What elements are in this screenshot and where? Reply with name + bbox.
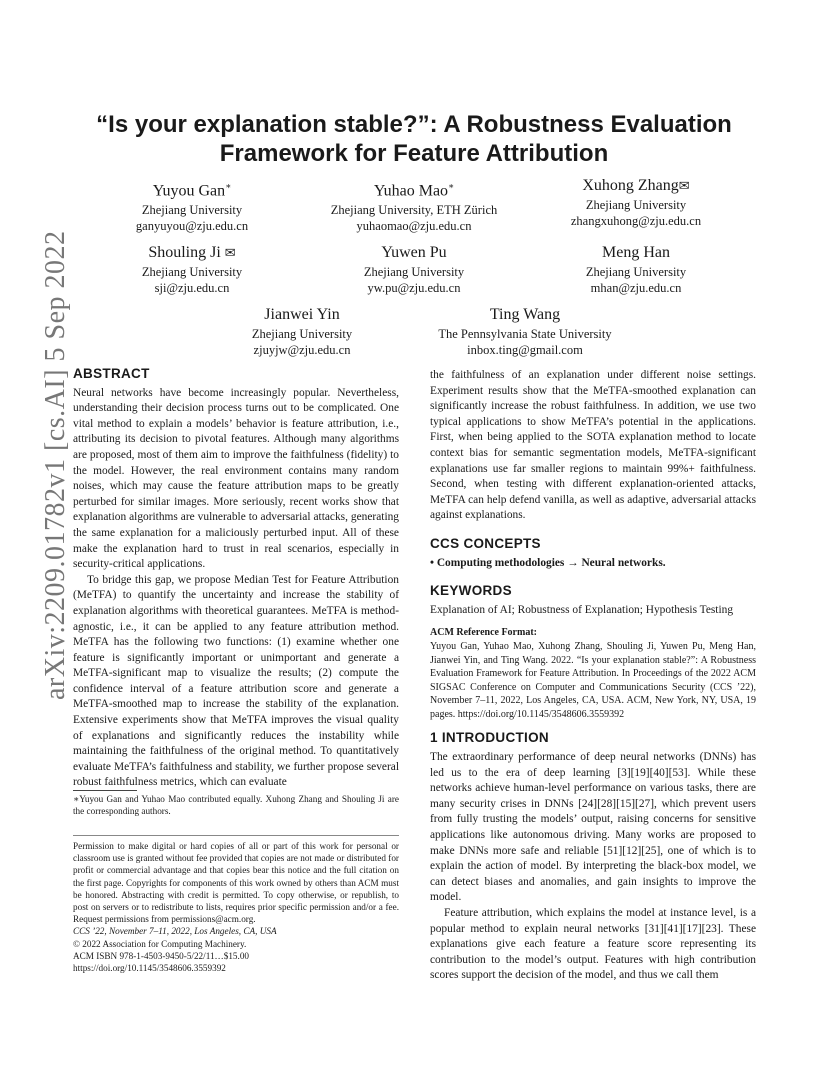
author-email: ganyuyou@zju.edu.cn — [135, 219, 249, 234]
arxiv-sidebar: arXiv:2209.01782v1 [cs.AI] 5 Sep 2022 — [40, 230, 71, 700]
isbn-line: ACM ISBN 978-1-4503-9450-5/22/11…$15.00 — [73, 950, 250, 961]
author-name: Meng Han — [602, 244, 670, 261]
author-name: Shouling Ji — [148, 244, 221, 261]
author-email: yw.pu@zju.edu.cn — [367, 281, 461, 295]
envelope-icon: ✉ — [678, 178, 690, 193]
permission-rule — [73, 835, 399, 836]
introduction-paragraph-2: Feature attribution, which explains the model at instance level, is a popular method to explain neural networks [31][41][17][23]. These explanations give each feature a feature score representing its contribution to the model’s output. Features with high contribution scores support the decision of the model, and thus we call them — [430, 907, 756, 982]
author-block — [72, 176, 312, 234]
author-email: yuhaomao@zju.edu.cn — [356, 219, 472, 234]
permission-block — [73, 840, 399, 974]
author-block — [405, 305, 645, 358]
acm-reference-heading: ACM Reference Format: — [430, 627, 537, 639]
ccs-text: • Computing methodologies → Neural networks. — [430, 556, 666, 569]
introduction-paragraph-1: The extraordinary performance of deep neural networks (DNNs) has led us to the era of deep learning [3][19][40][53]. While these networks achieve human-level performance on various tasks, there are many security crises in DNNs [24][28][15][27], which prevent users from fully trusting the models’ output, raising concerns for sensitive applications like autonomous driving. Many works are proposed to make DNNs more safe and reliable [51][12][25], one of which is to explain the action of model. By interpreting the black-box model, we can detect biases and anomalies, and gain insights to improve the model. — [430, 751, 756, 904]
author-name: Yuwen Pu — [381, 244, 447, 261]
doi-line: https://doi.org/10.1145/3548606.3559392 — [73, 963, 226, 974]
author-mark: ∗ — [225, 181, 232, 191]
acm-reference — [430, 626, 756, 721]
footnote-rule — [73, 790, 137, 791]
abstract-paragraph-1: Neural networks have become increasingly popular. Nevertheless, understanding their decision process turns out to be complicated. One vital method to explain a models’ behavior is feature attribution, i.e., attributing its decision to pivotal features. Although many algorithms are proposed, most of them aim to improve the faithfulness (fidelity) to the model. However, the real environment contains many random noises, which may cause the feature attribution maps to be greatly perturbed for similar images. More seriously, recent works show that explanation algorithms are vulnerable to adversarial attacks, generating the same explanation for a maliciously perturbed input. All of these make the explanation hard to trust in real scenarios, especially in security-critical applications. — [73, 386, 399, 571]
ccs-heading: CCS CONCEPTS — [430, 535, 541, 551]
author-affiliation: Zhejiang University — [585, 265, 687, 279]
footnote: ∗Yuyou Gan and Yuhao Mao contributed equally. Xuhong Zhang and Shouling Ji are the corresponding authors. — [73, 794, 399, 817]
author-name: Jianwei Yin — [264, 306, 340, 323]
author-block — [72, 243, 312, 296]
copyright-line: © 2022 Association for Computing Machinery. — [73, 938, 247, 949]
author-name: Xuhong Zhang — [582, 177, 679, 194]
author-affiliation: Zhejiang University — [141, 203, 243, 218]
conference-line: CCS ’22, November 7–11, 2022, Los Angeles, CA, USA — [73, 926, 277, 937]
author-name: Ting Wang — [489, 306, 561, 323]
author-affiliation: Zhejiang University — [141, 265, 243, 279]
author-affiliation: Zhejiang University — [251, 327, 353, 341]
author-email: inbox.ting@gmail.com — [467, 343, 583, 357]
author-affiliation: Zhejiang University — [585, 198, 687, 212]
paper-title — [0, 110, 828, 168]
abstract-paragraph-2: To bridge this gap, we propose Median Test for Feature Attribution (MeTFA) to quantify the uncertainty and increase the stability of explanation algorithms with theoretical guarantees. MeTFA is method-agnostic, i.e., it can be applied to any feature attribution method. MeTFA has the following two functions: (1) examine whether one feature is significantly important or unimportant and generate a MeTFA-significant map to visualize the results; (2) compute the confidence interval of a feature attribution score and generate a MeTFA-smoothed map to increase the stability of the explanation. Extensive experiments show that MeTFA improves the visual quality of explanations and significantly reduces the instability while maintaining the faithfulness of the original method. To quantitatively evaluate MeTFA’s faithfulness and stability, we further propose several robust faithfulness metrics, which can evaluate — [73, 573, 399, 789]
abstract-paragraph-3: the faithfulness of an explanation under different noise settings. Experiment results show that the MeTFA-smoothed explanation can significantly increase the robust faithfulness. In addition, we use two typical applications to show MeTFA’s potential in the applications. First, when being applied to the SOTA explanation method to locate context bias for semantic segmentation models, MeTFA-significant explanations use far smaller regions to maintain 99%+ faithfulness. Second, when testing with different explanation-oriented attacks, MeTFA can help defend vanilla, as well as adaptive, adversarial attacks against explanations. — [430, 369, 756, 522]
author-email: zhangxuhong@zju.edu.cn — [570, 214, 702, 228]
author-email: zjuyjw@zju.edu.cn — [253, 343, 351, 357]
title-line-1: “Is your explanation stable?”: A Robustness Evaluation — [96, 111, 732, 138]
left-column — [73, 366, 399, 791]
author-name: Yuyou Gan — [152, 182, 226, 200]
keywords-heading: KEYWORDS — [430, 583, 512, 599]
abstract-heading: ABSTRACT — [73, 366, 150, 381]
author-block — [516, 243, 756, 296]
author-email: sji@zju.edu.cn — [154, 281, 230, 295]
author-block — [294, 176, 534, 234]
envelope-icon: ✉ — [224, 245, 236, 260]
author-affiliation: The Pennsylvania State University — [438, 327, 612, 341]
acm-reference-text: Yuyou Gan, Yuhao Mao, Xuhong Zhang, Shouling Ji, Yuwen Pu, Meng Han, Jianwei Yin, and Ting Wang. 2022. “Is your explanation stable?”: A Robustness Evaluation Framework for Feature Attribution. In Proceedings of the 2022 ACM SIGSAC Conference on Computer and Communications Security (CCS ’22), November 7–11, 2022, Los Angeles, CA, USA. ACM, New York, NY, USA, 19 pages. https://doi.org/10.1145/3548606.3559392 — [430, 640, 756, 720]
author-block — [516, 176, 756, 229]
title-line-2: Framework for Feature Attribution — [219, 140, 609, 167]
keywords-text: Explanation of AI; Robustness of Explanation; Hypothesis Testing — [430, 603, 734, 616]
right-column — [430, 368, 756, 984]
author-block — [294, 243, 534, 296]
permission-text: Permission to make digital or hard copies of all or part of this work for personal or classroom use is granted without fee provided that copies are not made or distributed for profit or commercial advantage and that copies bear this notice and the full citation on the first page. Copyrights for components of this work owned by others than ACM must be honored. Abstracting with credit is permitted. To copy otherwise, or republish, to post on servers or to redistribute to lists, requires prior specific permission and/or a fee. Request permissions from permissions@acm.org. — [73, 841, 399, 925]
author-name: Yuhao Mao — [373, 182, 449, 200]
author-affiliation: Zhejiang University, ETH Zürich — [330, 203, 498, 218]
author-email: mhan@zju.edu.cn — [590, 281, 682, 295]
introduction-heading: 1 INTRODUCTION — [430, 730, 549, 746]
author-mark: ∗ — [448, 181, 455, 191]
author-affiliation: Zhejiang University — [363, 265, 465, 279]
author-block — [182, 305, 422, 358]
